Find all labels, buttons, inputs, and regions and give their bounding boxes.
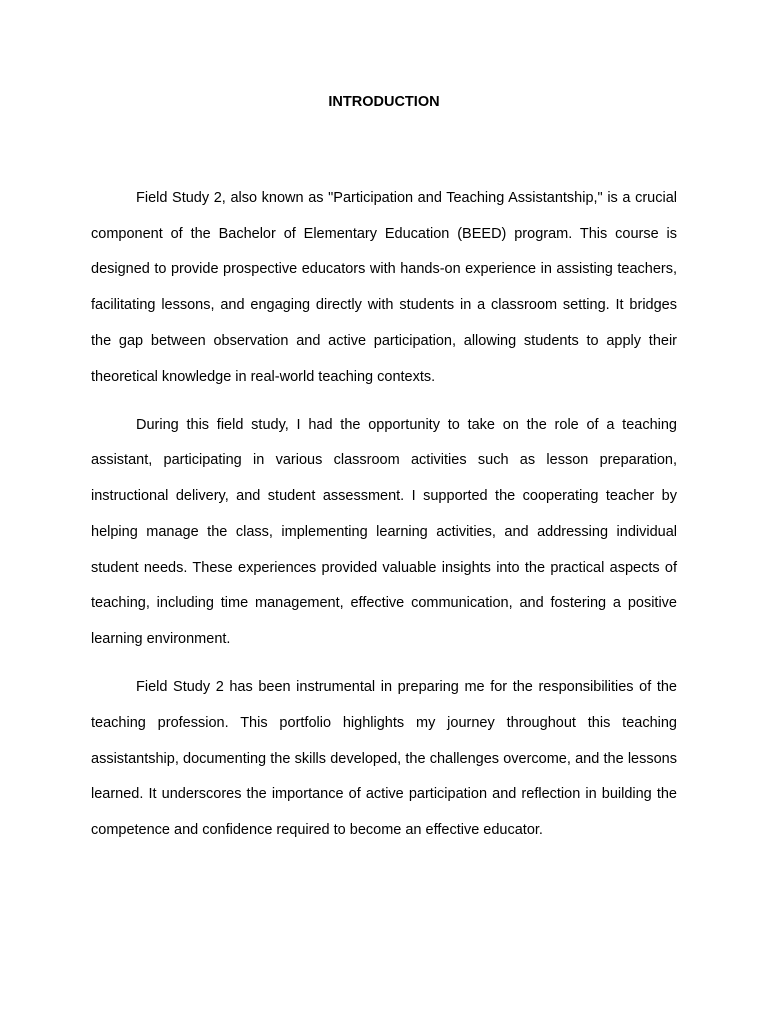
page-title: INTRODUCTION xyxy=(328,94,440,110)
paragraph-3: Field Study 2 has been instrumental in preparing me for the responsibilities of the teaching profession. This portfolio highlights my journey throughout this teaching assistantship, documenting the skills developed, the challenges overcome, and the lessons learned. It underscores the importance of active participation and reflection in building the competence and confidence required to become an effective educator. xyxy=(91,679,677,838)
paragraph-1: Field Study 2, also known as "Participation and Teaching Assistantship," is a crucial component of the Bachelor of Elementary Education (BEED) program. This course is designed to provide prospective educators with hands-on experience in assisting teachers, facilitating lessons, and engaging directly with students in a classroom setting. It bridges the gap between observation and active participation, allowing students to apply their theoretical knowledge in real-world teaching contexts. xyxy=(91,190,677,385)
document-body xyxy=(91,181,677,849)
paragraph-2: During this field study, I had the opportunity to take on the role of a teaching assistant, participating in various classroom activities such as lesson preparation, instructional delivery, and student assessment. I supported the cooperating teacher by helping manage the class, implementing learning activities, and addressing individual student needs. These experiences provided valuable insights into the practical aspects of teaching, including time management, effective communication, and fostering a positive learning environment. xyxy=(91,416,677,647)
